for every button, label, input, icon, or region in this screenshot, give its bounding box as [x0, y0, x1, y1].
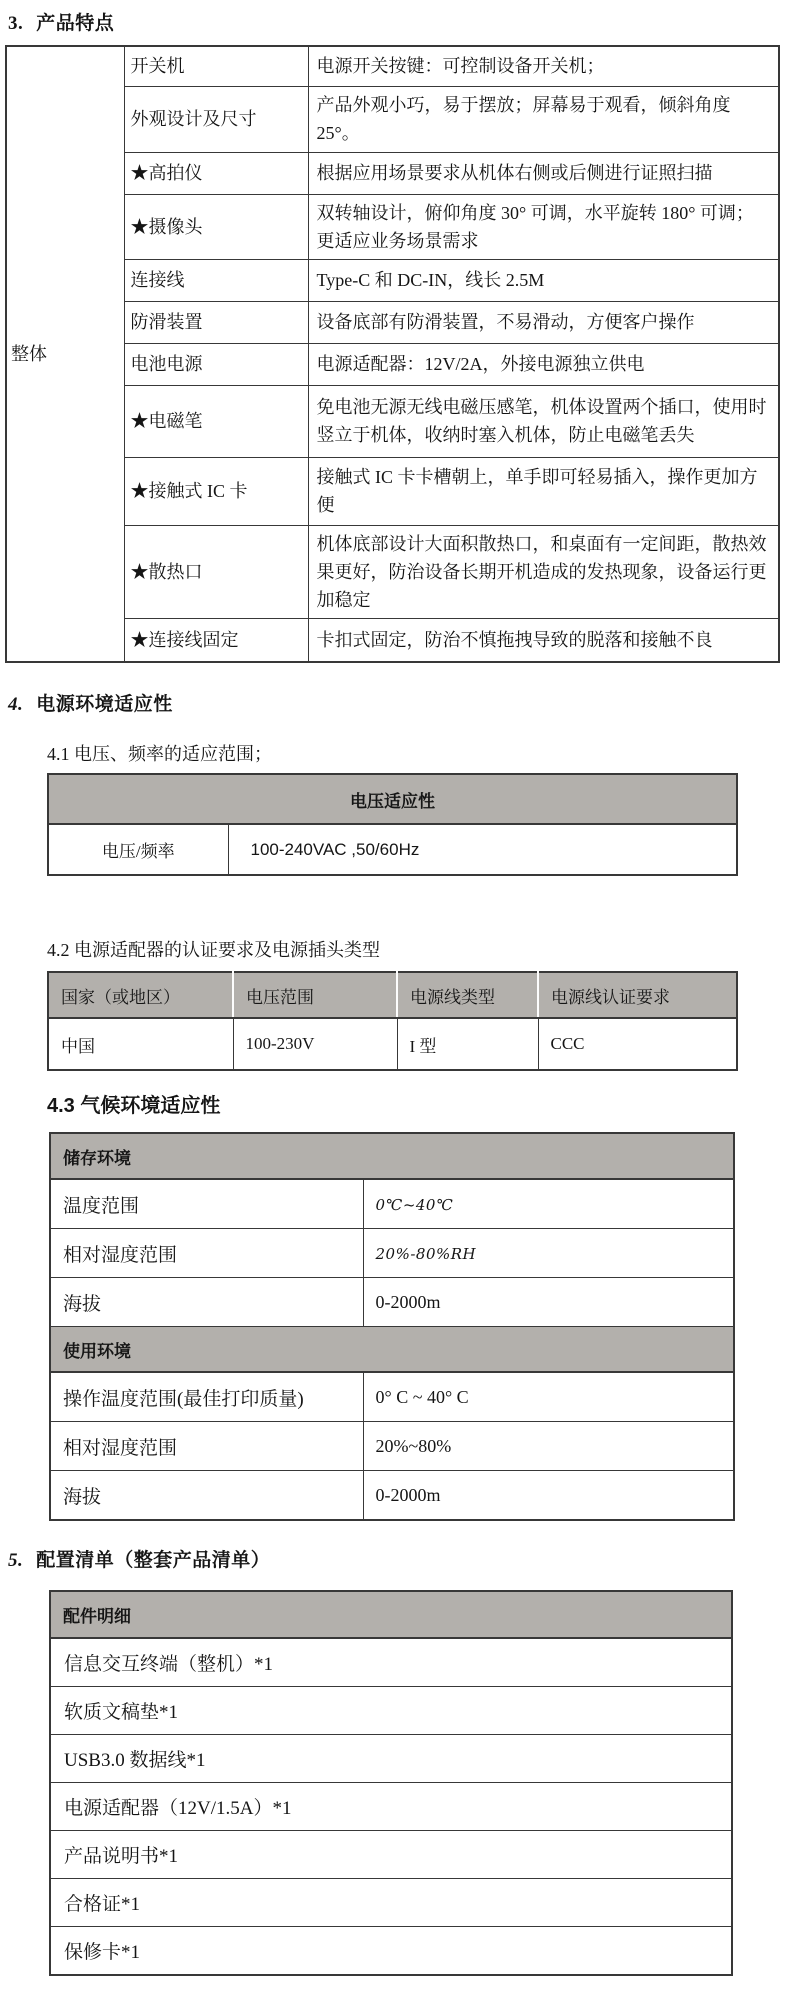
adapter-header-row	[48, 972, 737, 1018]
adapter-header-cell: 国家（或地区）	[48, 972, 233, 1018]
feature-name-cell: ★电磁笔	[124, 385, 308, 457]
feature-desc-cell: 根据应用场景要求从机体右侧或后侧进行证照扫描	[308, 152, 779, 194]
voltage-table-header-cell: 电压适应性	[48, 774, 737, 824]
voltage-label-cell: 电压/频率	[48, 824, 228, 875]
handwritten-value: 20%-80%RH	[375, 1244, 477, 1263]
feature-group-cell: 整体	[6, 46, 124, 662]
climate-label-cell: 海拔	[50, 1471, 363, 1521]
adapter-data-row	[48, 1018, 737, 1070]
climate-row	[50, 1471, 734, 1521]
feature-desc-cell: 电源适配器：12V/2A，外接电源独立供电	[308, 343, 779, 385]
adapter-value-cell: 100-230V	[233, 1018, 397, 1070]
climate-value-cell: 0-2000m	[363, 1278, 734, 1327]
section-5-heading	[8, 1545, 790, 1572]
climate-row	[50, 1179, 734, 1229]
accessory-item-cell: 产品说明书*1	[50, 1831, 732, 1879]
document-page	[0, 8, 790, 1976]
adapter-header-cell: 电源线类型	[397, 972, 538, 1018]
climate-value-cell: 20%~80%	[363, 1422, 734, 1471]
climate-value-cell: 0° C ~ 40° C	[363, 1372, 734, 1422]
feature-name-cell: 外观设计及尺寸	[124, 86, 308, 152]
accessory-row	[50, 1735, 732, 1783]
climate-label-cell: 海拔	[50, 1278, 363, 1327]
section-4-number: 4.	[8, 694, 24, 715]
climate-value-cell	[363, 1229, 734, 1278]
climate-label-cell: 操作温度范围(最佳打印质量)	[50, 1372, 363, 1422]
accessories-header-cell: 配件明细	[50, 1591, 732, 1638]
feature-desc-cell: 机体底部设计大面积散热口，和桌面有一定间距，散热效果更好，防治设备长期开机造成的发热现象，设备运行更加稳定	[308, 525, 779, 618]
feature-desc-cell: 双转轴设计，俯仰角度 30° 可调，水平旋转 180° 可调；更适应业务场景需求	[308, 194, 779, 259]
accessory-item-cell: USB3.0 数据线*1	[50, 1735, 732, 1783]
climate-value-cell	[363, 1179, 734, 1229]
feature-desc-cell: 产品外观小巧，易于摆放；屏幕易于观看，倾斜角度 25°。	[308, 86, 779, 152]
feature-desc-cell: 接触式 IC 卡卡槽朝上，单手即可轻易插入，操作更加方便	[308, 457, 779, 525]
climate-row	[50, 1229, 734, 1278]
storage-header-row	[50, 1133, 734, 1179]
feature-desc-cell: 免电池无源无线电磁压感笔，机体设置两个插口，使用时竖立于机体，收纳时塞入机体，防止电磁笔丢失	[308, 385, 779, 457]
climate-row	[50, 1372, 734, 1422]
accessory-item-cell: 软质文稿垫*1	[50, 1687, 732, 1735]
section-3-title: 产品特点	[36, 13, 115, 34]
section-3-number: 3.	[8, 13, 24, 34]
feature-name-cell: 电池电源	[124, 343, 308, 385]
adapter-table	[47, 971, 738, 1071]
section-4-title: 电源环境适应性	[36, 694, 173, 715]
accessory-row	[50, 1831, 732, 1879]
feature-name-cell: ★散热口	[124, 525, 308, 618]
adapter-header-cell: 电源线认证要求	[538, 972, 737, 1018]
feature-desc-cell: 卡扣式固定，防治不慎拖拽导致的脱落和接触不良	[308, 618, 779, 662]
accessories-table	[49, 1590, 733, 1976]
climate-table	[49, 1132, 735, 1521]
accessory-row	[50, 1687, 732, 1735]
handwritten-value: 0℃~40℃	[375, 1195, 454, 1214]
adapter-value-cell: CCC	[538, 1018, 737, 1070]
voltage-table	[47, 773, 738, 876]
accessories-header-row	[50, 1591, 732, 1638]
feature-name-cell: ★连接线固定	[124, 618, 308, 662]
feature-name-cell: 防滑装置	[124, 301, 308, 343]
section-5-title: 配置清单（整套产品清单）	[36, 1550, 271, 1571]
section-5-number: 5.	[8, 1550, 24, 1571]
features-table	[5, 45, 780, 663]
usage-header-cell: 使用环境	[50, 1327, 734, 1373]
accessory-item-cell: 电源适配器（12V/1.5A）*1	[50, 1783, 732, 1831]
climate-label-cell: 相对湿度范围	[50, 1422, 363, 1471]
section-3-heading	[8, 8, 790, 35]
climate-row	[50, 1422, 734, 1471]
climate-value-cell: 0-2000m	[363, 1471, 734, 1521]
accessory-item-cell: 信息交互终端（整机）*1	[50, 1638, 732, 1687]
feature-name-cell: 开关机	[124, 46, 308, 86]
adapter-header-cell: 电压范围	[233, 972, 397, 1018]
accessory-item-cell: 保修卡*1	[50, 1927, 732, 1976]
accessory-item-cell: 合格证*1	[50, 1879, 732, 1927]
climate-label-cell: 相对湿度范围	[50, 1229, 363, 1278]
adapter-value-cell: 中国	[48, 1018, 233, 1070]
section-4-heading	[8, 689, 790, 716]
feature-desc-cell: Type-C 和 DC-IN，线长 2.5M	[308, 259, 779, 301]
voltage-value-cell: 100-240VAC ,50/60Hz	[228, 824, 737, 875]
adapter-value-cell: I 型	[397, 1018, 538, 1070]
accessory-row	[50, 1879, 732, 1927]
climate-row	[50, 1278, 734, 1327]
feature-name-cell: 连接线	[124, 259, 308, 301]
subsection-4-2-heading: 4.2 电源适配器的认证要求及电源插头类型	[47, 940, 380, 960]
feature-name-cell: ★接触式 IC 卡	[124, 457, 308, 525]
feature-row	[6, 46, 779, 86]
accessory-row	[50, 1927, 732, 1976]
accessory-row	[50, 1638, 732, 1687]
feature-desc-cell: 电源开关按键：可控制设备开关机；	[308, 46, 779, 86]
subsection-4-1-heading: 4.1 电压、频率的适应范围；	[47, 744, 272, 764]
usage-header-row	[50, 1327, 734, 1373]
feature-name-cell: ★摄像头	[124, 194, 308, 259]
feature-name-cell: ★高拍仪	[124, 152, 308, 194]
storage-header-cell: 储存环境	[50, 1133, 734, 1179]
voltage-table-row	[48, 824, 737, 875]
voltage-table-header-row	[48, 774, 737, 824]
climate-label-cell: 温度范围	[50, 1179, 363, 1229]
accessory-row	[50, 1783, 732, 1831]
subsection-4-3-heading: 4.3 气候环境适应性	[47, 1095, 221, 1117]
feature-desc-cell: 设备底部有防滑装置，不易滑动，方便客户操作	[308, 301, 779, 343]
